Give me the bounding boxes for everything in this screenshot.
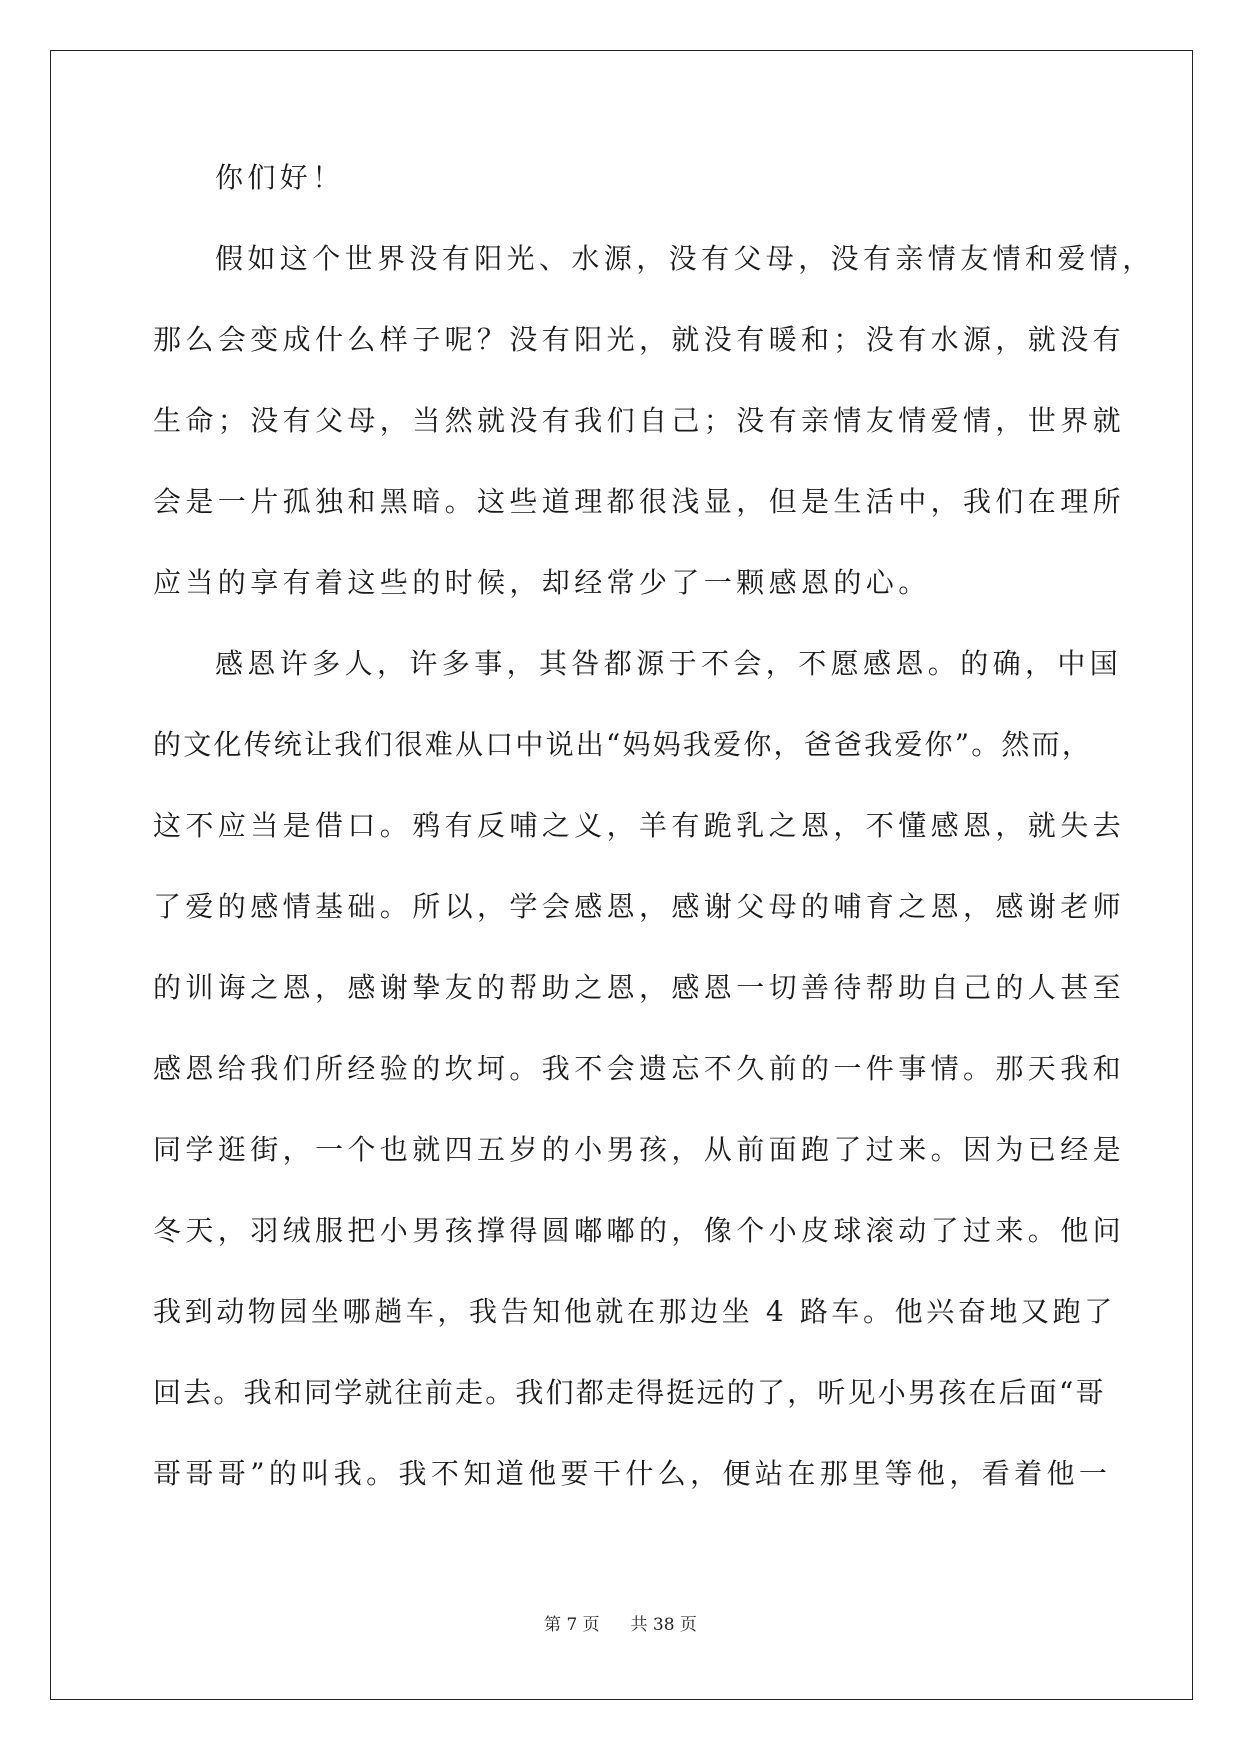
paragraph-line: 生命；没有父母，当然就没有我们自己；没有亲情友情爱情，世界就: [153, 404, 1126, 437]
paragraph-line: 感恩许多人，许多事，其咎都源于不会，不愿感恩。的确，中国: [215, 647, 1123, 680]
paragraph-line: 这不应当是借口。鸦有反哺之义，羊有跪乳之恩，不懂感恩，就失去: [153, 809, 1126, 842]
paragraph-line: 同学逛街，一个也就四五岁的小男孩，从前面跑了过来。因为已经是: [153, 1133, 1126, 1166]
greeting-line: 你们好！: [215, 161, 345, 194]
page-total: 共 38 页: [630, 1615, 697, 1635]
page-number: 第 7 页: [544, 1615, 600, 1635]
paragraph-line: 回去。我和同学就往前走。我们都走得挺远的了，听见小男孩在后面“哥: [153, 1376, 1106, 1409]
page-footer: [0, 1614, 1241, 1636]
paragraph-line: 感恩给我们所经验的坎坷。我不会遗忘不久前的一件事情。那天我和: [153, 1052, 1126, 1085]
paragraph-line: 的文化传统让我们很难从口中说出“妈妈我爱你，爸爸我爱你”。然而，: [153, 728, 1093, 761]
paragraph-line: 冬天，羽绒服把小男孩撑得圆嘟嘟的，像个小皮球滚动了过来。他问: [153, 1214, 1126, 1247]
paragraph-line: 假如这个世界没有阳光、水源，没有父母，没有亲情友情和爱情，: [215, 242, 1155, 275]
paragraph-line: 的训诲之恩，感谢挚友的帮助之恩，感恩一切善待帮助自己的人甚至: [153, 971, 1126, 1004]
paragraph-line: 了爱的感情基础。所以，学会感恩，感谢父母的哺育之恩，感谢老师: [153, 890, 1126, 923]
paragraph-line: 会是一片孤独和黑暗。这些道理都很浅显，但是生活中，我们在理所: [153, 485, 1126, 518]
document-body: [153, 160, 1155, 1537]
paragraph-line: 哥哥哥”的叫我。我不知道他要干什么，便站在那里等他，看着他一: [153, 1457, 1112, 1490]
paragraph-line: 我到动物园坐哪趟车，我告知他就在那边坐 4 路车。他兴奋地又跑了: [153, 1295, 1116, 1328]
paragraph-line: 那么会变成什么样子呢？没有阳光，就没有暖和；没有水源，就没有: [153, 323, 1126, 356]
paragraph-line: 应当的享有着这些的时候，却经常少了一颗感恩的心。: [153, 566, 931, 599]
